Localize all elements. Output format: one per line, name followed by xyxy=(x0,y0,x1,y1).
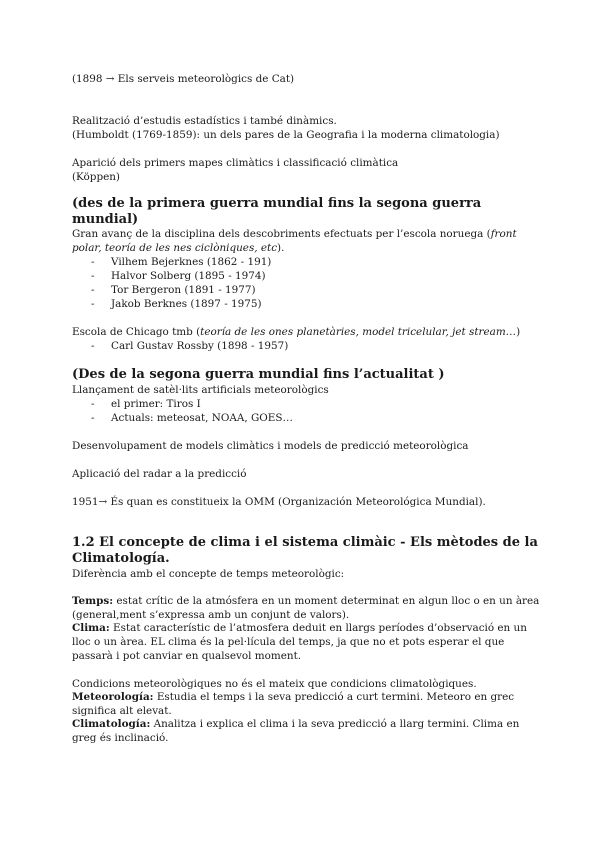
chicago-lead: Escola de Chicago tmb ( xyxy=(72,326,201,339)
climatologia-def: Analitza i explica el clima i la seva predicció a llarg termini. Clima en greg és inclinació. xyxy=(72,718,520,744)
omm-paragraph: 1951→ És quan es constitueix la OMM (Organización Meteorológica Mundial). xyxy=(72,496,486,509)
section-now-heading: (Des de la segona guerra mundial fins l’actualitat ) xyxy=(72,367,445,383)
chicago-tail: ) xyxy=(516,326,521,339)
temps-def: estat crític de la atmósfera en un moment determinat en algun lloc o en un àrea (general,ment s’expressa amb un conjunt de valors). xyxy=(72,595,540,621)
temps-term: Temps: xyxy=(72,595,114,608)
section-ww-text-italic: front polar, teoría de les nes ciclòniques, etc xyxy=(72,228,517,254)
list-item: - Tor Bergeron (1891 - 1977) xyxy=(91,283,542,297)
temps-definition xyxy=(72,595,542,622)
section-12-heading: 1.2 El concepte de clima i el sistema climàic - Els mètodes de la Climatología. xyxy=(72,535,538,567)
list-item: - Actuals: meteosat, NOAA, GOES… xyxy=(91,411,542,425)
block1-line1: Realització d’estudis estadístics i també dinàmics. xyxy=(72,115,337,127)
section-ww-text-lead: Gran avanç de la disciplina dels descobriments efectuats per l’escola noruega ( xyxy=(72,228,491,240)
chicago-list xyxy=(72,339,542,353)
meteorologia-term: Meteorología: xyxy=(72,691,154,704)
satellite-list xyxy=(72,397,542,425)
list-item: - el primer: Tiros I xyxy=(91,397,542,411)
meteorologist-list xyxy=(72,255,542,311)
block2-line1: Aparició dels primers mapes climàtics i classificació climàtica xyxy=(72,157,399,169)
block1-line2: (Humboldt (1769-1859): un dels pares de la Geografia i la moderna climatologia) xyxy=(72,129,500,141)
models-paragraph: Desenvolupament de models climàtics i models de predicció meteorològica xyxy=(72,440,469,453)
clima-term: Clima: xyxy=(72,622,110,635)
radar-paragraph: Aplicació del radar a la predicció xyxy=(72,468,247,481)
section-ww-text-tail: ). xyxy=(277,241,285,254)
document-page xyxy=(72,62,542,746)
section-ww-heading: (des de la primera guerra mundial fins la segona guerra mundial) xyxy=(72,196,482,227)
climatologia-definition xyxy=(72,718,542,745)
chicago-school xyxy=(72,325,542,339)
intro-line: (1898 → Els serveis meteorològics de Cat) xyxy=(72,73,295,85)
section-now-text: Llançament de satèl·lits artificials meteorològics xyxy=(72,384,329,397)
list-item: - Carl Gustav Rossby (1898 - 1957) xyxy=(91,339,542,353)
meteorologia-definition xyxy=(72,691,542,718)
clima-def: Estat característic de l’atmosfera deduit en llargs períodes d’observació en un lloc o un àrea. EL clima és la pel·lícula del temps, ja que no et pots esperar el que passarà i pot canviar en qualsevol moment. xyxy=(72,622,527,662)
section-12-intro: Diferència amb el concepte de temps meteorològic: xyxy=(72,568,345,581)
chicago-italic: teoría de les ones planetàries, model tricelular, jet stream… xyxy=(200,326,517,339)
list-item: - Vilhem Bejerknes (1862 - 191) xyxy=(91,255,542,269)
block2-line2: (Köppen) xyxy=(72,171,120,183)
list-item: - Jakob Berknes (1897 - 1975) xyxy=(91,297,542,311)
meteorologia-def: Estudia el temps i la seva predicció a curt termini. Meteoro en grec significa alt elevat. xyxy=(72,691,515,717)
conditions-paragraph: Condicions meteorològiques no és el mateix que condicions climatològiques. xyxy=(72,678,477,691)
list-item: - Halvor Solberg (1895 - 1974) xyxy=(91,269,542,283)
clima-definition xyxy=(72,622,542,663)
climatologia-term: Climatología: xyxy=(72,718,151,731)
section-ww-text xyxy=(72,228,542,255)
